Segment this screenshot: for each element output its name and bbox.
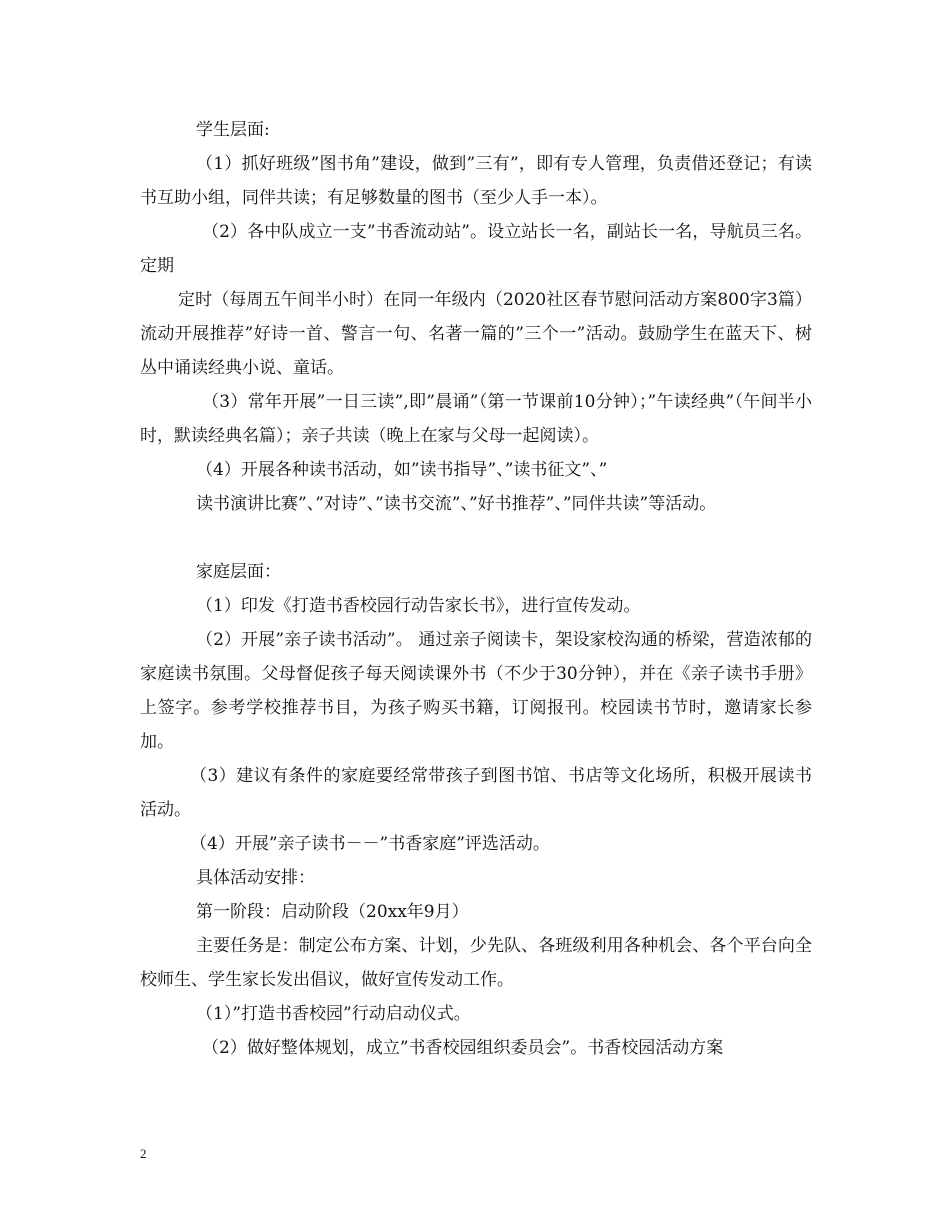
- paragraph-family-1: （1）印发《打造书香校园行动告家长书》，进行宣传发动。: [196, 596, 641, 616]
- page-number: 2: [140, 1146, 147, 1161]
- paragraph-family-heading: 家庭层面：: [196, 562, 281, 582]
- paragraph-student-heading: 学生层面:: [196, 120, 270, 140]
- paragraph-main-tasks: 主要任务是：制定公布方案、计划，少先队、各班级利用各种机会、各个平台向全校师生、学生家长发出倡议，做好宣传发动工作。: [140, 936, 812, 990]
- paragraph-student-3: （3）常年开展”一日三读”,即”晨诵”（第一节课前10分钟）；”午读经典”（午间半小时，默读经典名篇）；亲子共读（晚上在家与父母一起阅读）。: [140, 392, 812, 446]
- paragraph-student-2-cont: 定时（每周五午间半小时）在同一年级内（2020社区春节慰问活动方案800字3篇）流动开展推荐”好诗一首、警言一句、名著一篇的”三个一”活动。鼓励学生在蓝天下、树丛中诵读经典小说、童话。: [140, 290, 812, 378]
- paragraph-family-3: （3）建议有条件的家庭要经常带孩子到图书馆、书店等文化场所，积极开展读书活动。: [140, 766, 812, 820]
- paragraph-schedule-heading: 具体活动安排：: [196, 868, 315, 888]
- paragraph-student-2: （2）各中队成立一支”书香流动站”。设立站长一名，副站长一名，导航员三名。定期: [140, 222, 812, 276]
- paragraph-family-2: （2）开展”亲子读书活动”。 通过亲子阅读卡，架设家校沟通的桥梁，营造浓郁的家庭读书氛围。父母督促孩子每天阅读课外书（不少于30分钟），并在《亲子读书手册》上签字。参考学校推荐书目，为孩子购买书籍，订阅报刊。校园读书节时，邀请家长参加。: [140, 630, 812, 752]
- paragraph-phase-1: 第一阶段：启动阶段（20xx年9月）: [196, 902, 469, 922]
- paragraph-student-1: （1）抓好班级”图书角”建设，做到”三有”，即有专人管理，负责借还登记；有读书互助小组，同伴共读；有足够数量的图书（至少人手一本）。: [140, 154, 812, 208]
- paragraph-student-4-cont: 读书演讲比赛”、”对诗”、”读书交流”、”好书推荐”、”同伴共读”等活动。: [196, 494, 717, 514]
- paragraph-phase-1-item-2: （2）做好整体规划，成立”书香校园组织委员会”。书香校园活动方案: [202, 1038, 724, 1058]
- paragraph-phase-1-item-1: （1）”打造书香校园”行动启动仪式。: [196, 1004, 471, 1024]
- paragraph-student-4: （4）开展各种读书活动，如”读书指导”、”读书征文”、”: [196, 460, 608, 480]
- paragraph-family-4: （4）开展”亲子读书－－”书香家庭”评选活动。: [190, 834, 550, 854]
